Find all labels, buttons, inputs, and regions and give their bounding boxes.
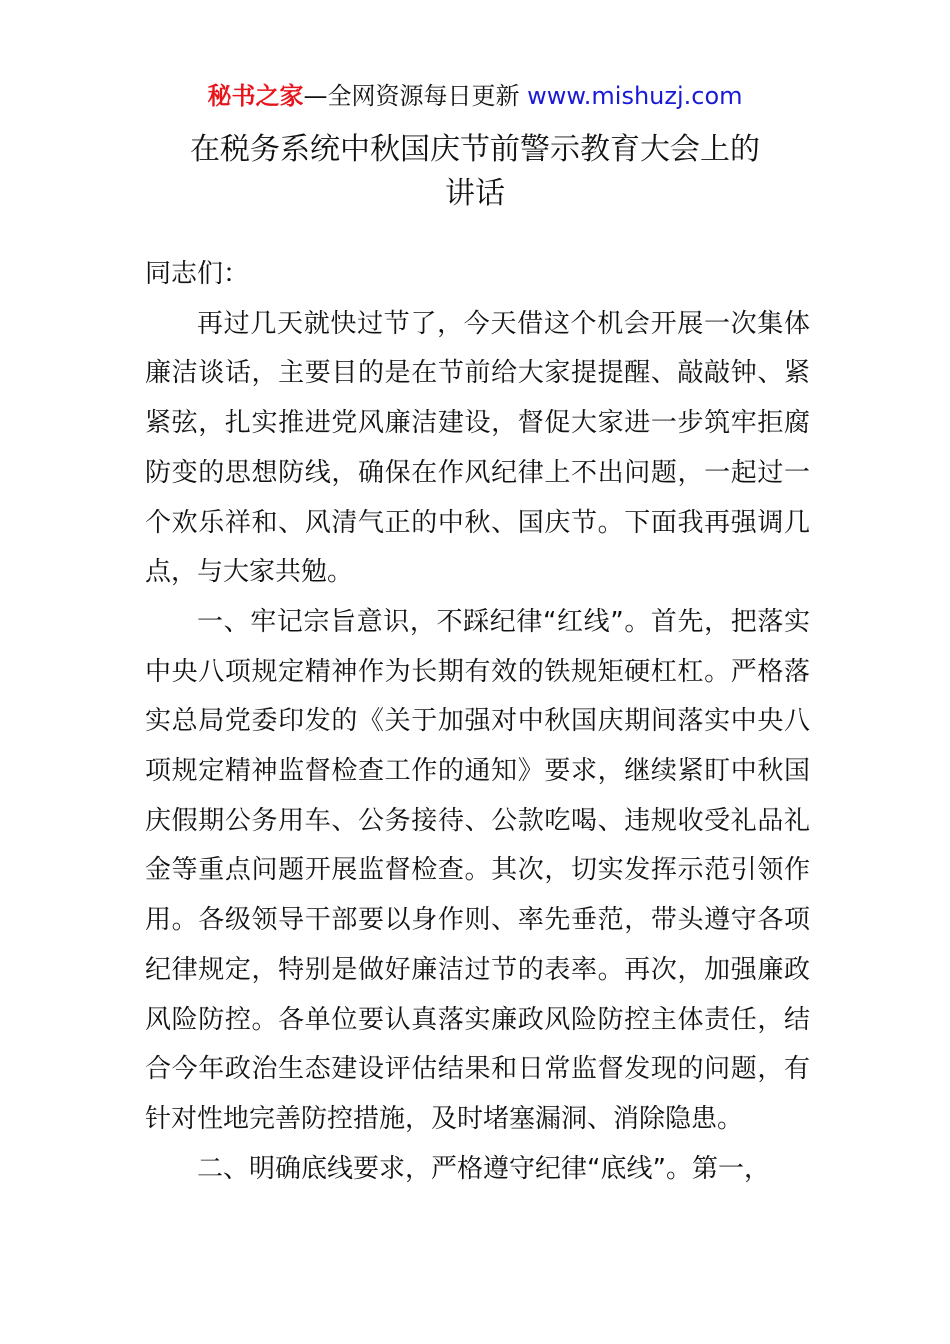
paragraph-section-1: 一、牢记宗旨意识，不踩纪律“红线”。首先，把落实中央八项规定精神作为长期有效的铁规矩硬杠杠。严格落实总局党委印发的《关于加强对中秋国庆期间落实中央八项规定精神监督检查工作的通知》要求，继续紧盯中秋国庆假期公务用车、公务接待、公款吃喝、违规收受礼品礼金等重点问题开展监督检查。其次，切实发挥示范引领作用。各级领导干部要以身作则、率先垂范，带头遵守各项纪律规定，特别是做好廉洁过节的表率。再次，加强廉政风险防控。各单位要认真落实廉政风险防控主体责任，结合今年政治生态建设评估结果和日常监督发现的问题，有针对性地完善防控措施，及时堵塞漏洞、消除隐患。 [145, 606, 810, 1134]
document-body [145, 250, 810, 1194]
site-url[interactable]: www.mishuzj.com [527, 82, 743, 110]
paragraph-section-2: 二、明确底线要求，严格遵守纪律“底线”。第一， [197, 1153, 770, 1184]
document-title [0, 128, 950, 216]
salutation: 同志们： [145, 259, 250, 289]
paragraph-intro: 再过几天就快过节了，今天借这个机会开展一次集体廉洁谈话，主要目的是在节前给大家提提醒、敲敲钟、紧紧弦，扎实推进党风廉洁建设，督促大家进一步筑牢拒腐防变的思想防线，确保在作风纪律上不出问题，一起过一个欢乐祥和、风清气正的中秋、国庆节。下面我再强调几点，与大家共勉。 [145, 308, 810, 588]
title-line-2: 讲话 [445, 176, 505, 211]
site-tagline: —全网资源每日更新 [303, 82, 528, 110]
site-header [0, 80, 950, 112]
title-line-1: 在税务系统中秋国庆节前警示教育大会上的 [190, 132, 760, 167]
site-brand: 秘书之家 [207, 82, 304, 110]
